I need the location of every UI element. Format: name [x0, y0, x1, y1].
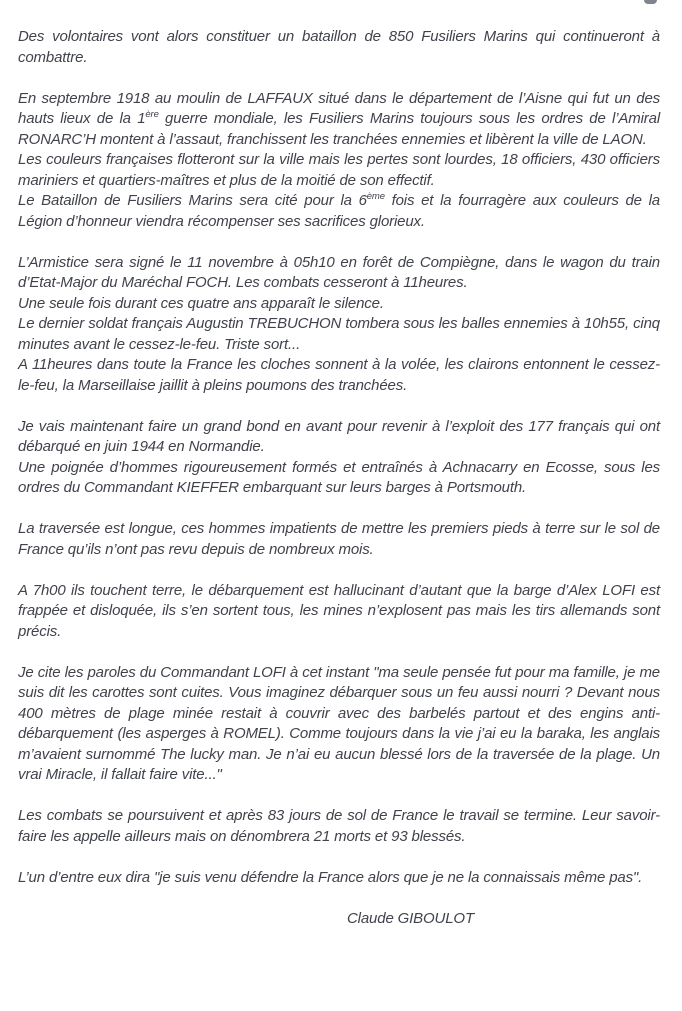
document-body	[18, 27, 660, 929]
page-corner-artifact	[644, 0, 657, 4]
paragraph	[18, 417, 660, 458]
paragraph-text: A 7h00 ils touchent terre, le débarquement est hallucinant d’autant que la barge d’Alex LOFI est frappée et disloquée, ils s’en sortent tous, les mines n’explosent pas mais les tirs allemands sont précis.	[18, 581, 660, 640]
paragraph-text: Je vais maintenant faire un grand bond en avant pour revenir à l’exploit des 177 français qui ont débarqué en juin 1944 en Normandie.	[18, 417, 660, 455]
paragraph-text: L’un d’entre eux dira "je suis venu défendre la France alors que je ne la connaissais même pas".	[18, 868, 643, 886]
paragraph	[18, 314, 660, 355]
paragraph	[18, 519, 660, 560]
paragraph-text: fois et la fourragère aux couleurs de la Légion d’honneur viendra récompenser ses sacrifices glorieux.	[18, 192, 660, 230]
paragraph	[18, 253, 660, 294]
paragraph	[18, 27, 660, 68]
paragraph-block-citation-finale	[18, 868, 660, 889]
paragraph	[18, 663, 660, 786]
paragraph-block-volontaires	[18, 27, 660, 68]
paragraph-block-citation-lofi	[18, 663, 660, 786]
paragraph	[18, 191, 660, 232]
paragraph-text: Je cite les paroles du Commandant LOFI à cet instant "ma seule pensée fut pour ma famille, je me suis dit les carottes sont cuites. Vous imaginez débarquer sous un feu aussi nourri ? Devant nous 400 mètres de plage minée restait à couvrir avec des barbelés partout et des engins anti-débarquement (les asperges à ROMEL). Comme toujours dans la vie j’ai eu la baraka, les anglais m’avaient surnommé The lucky man. Je n’ai eu aucun blessé lors de la traversée de la plage. Un vrai Miracle, il fallait faire vite..."	[18, 663, 660, 783]
paragraph-text: guerre mondiale, les Fusiliers Marins toujours sous les ordres de l’Amiral RONARC’H montent à l’assaut, franchissent les tranchées ennemies et libèrent la ville de LAON.	[18, 110, 660, 148]
paragraph-block-armistice	[18, 253, 660, 397]
paragraph-text: Le Bataillon de Fusiliers Marins sera cité pour la 6	[18, 192, 367, 209]
paragraph-text: Les combats se poursuivent et après 83 jours de sol de France le travail se termine. Leur savoir-faire les appelle ailleurs mais on dénombrera 21 morts et 93 blessés.	[18, 807, 660, 845]
paragraph	[18, 294, 660, 315]
paragraph	[18, 458, 660, 499]
paragraph-text: En septembre 1918 au moulin de LAFFAUX situé dans le département de l’Aisne qui fut un des hauts lieux de la 1	[18, 89, 660, 127]
paragraph-text: L’Armistice sera signé le 11 novembre à 05h10 en forêt de Compiègne, dans le wagon du train d’Etat-Major du Maréchal FOCH. Les combats cesseront à 11heures.	[18, 253, 660, 291]
paragraph-block-traversee	[18, 519, 660, 560]
paragraph-text: Une seule fois durant ces quatre ans apparaît le silence.	[18, 294, 384, 312]
paragraph-text: A 11heures dans toute la France les cloches sonnent à la volée, les clairons entonnent le cessez-le-feu, la Marseillaise jaillit à pleins poumons des tranchées.	[18, 356, 660, 394]
paragraph-block-debarquement	[18, 581, 660, 643]
paragraph-text: Des volontaires vont alors constituer un bataillon de 850 Fusiliers Marins qui continueront à combattre.	[18, 28, 660, 66]
paragraph	[18, 868, 660, 889]
paragraph	[18, 806, 660, 847]
paragraph-text: La traversée est longue, ces hommes impatients de mettre les premiers pieds à terre sur le sol de France qu’ils n’ont pas revu depuis de nombreux mois.	[18, 520, 660, 558]
signature: Claude GIBOULOT	[347, 909, 474, 927]
paragraph	[18, 355, 660, 396]
paragraph	[18, 89, 660, 151]
paragraph-text: Les couleurs françaises flotteront sur la ville mais les pertes sont lourdes, 18 officiers, 430 officiers mariniers et quartiers-maîtres et plus de la moitié de son effectif.	[18, 151, 660, 189]
paragraph-block-bilan	[18, 806, 660, 847]
paragraph-block-normandie-1944	[18, 417, 660, 499]
paragraph	[18, 581, 660, 643]
superscript-ordinal: ère	[145, 109, 159, 120]
superscript-ordinal: ème	[366, 191, 385, 202]
paragraph	[18, 150, 660, 191]
paragraph-block-laffaux-1918	[18, 89, 660, 233]
paragraph-text: Le dernier soldat français Augustin TREBUCHON tombera sous les balles ennemies à 10h55, cinq minutes avant le cessez-le-feu. Triste sort...	[18, 315, 660, 353]
paragraph-text: Une poignée d’hommes rigoureusement formés et entraînés à Achnacarry en Ecosse, sous les ordres du Commandant KIEFFER embarquant sur leurs barges à Portsmouth.	[18, 458, 660, 496]
